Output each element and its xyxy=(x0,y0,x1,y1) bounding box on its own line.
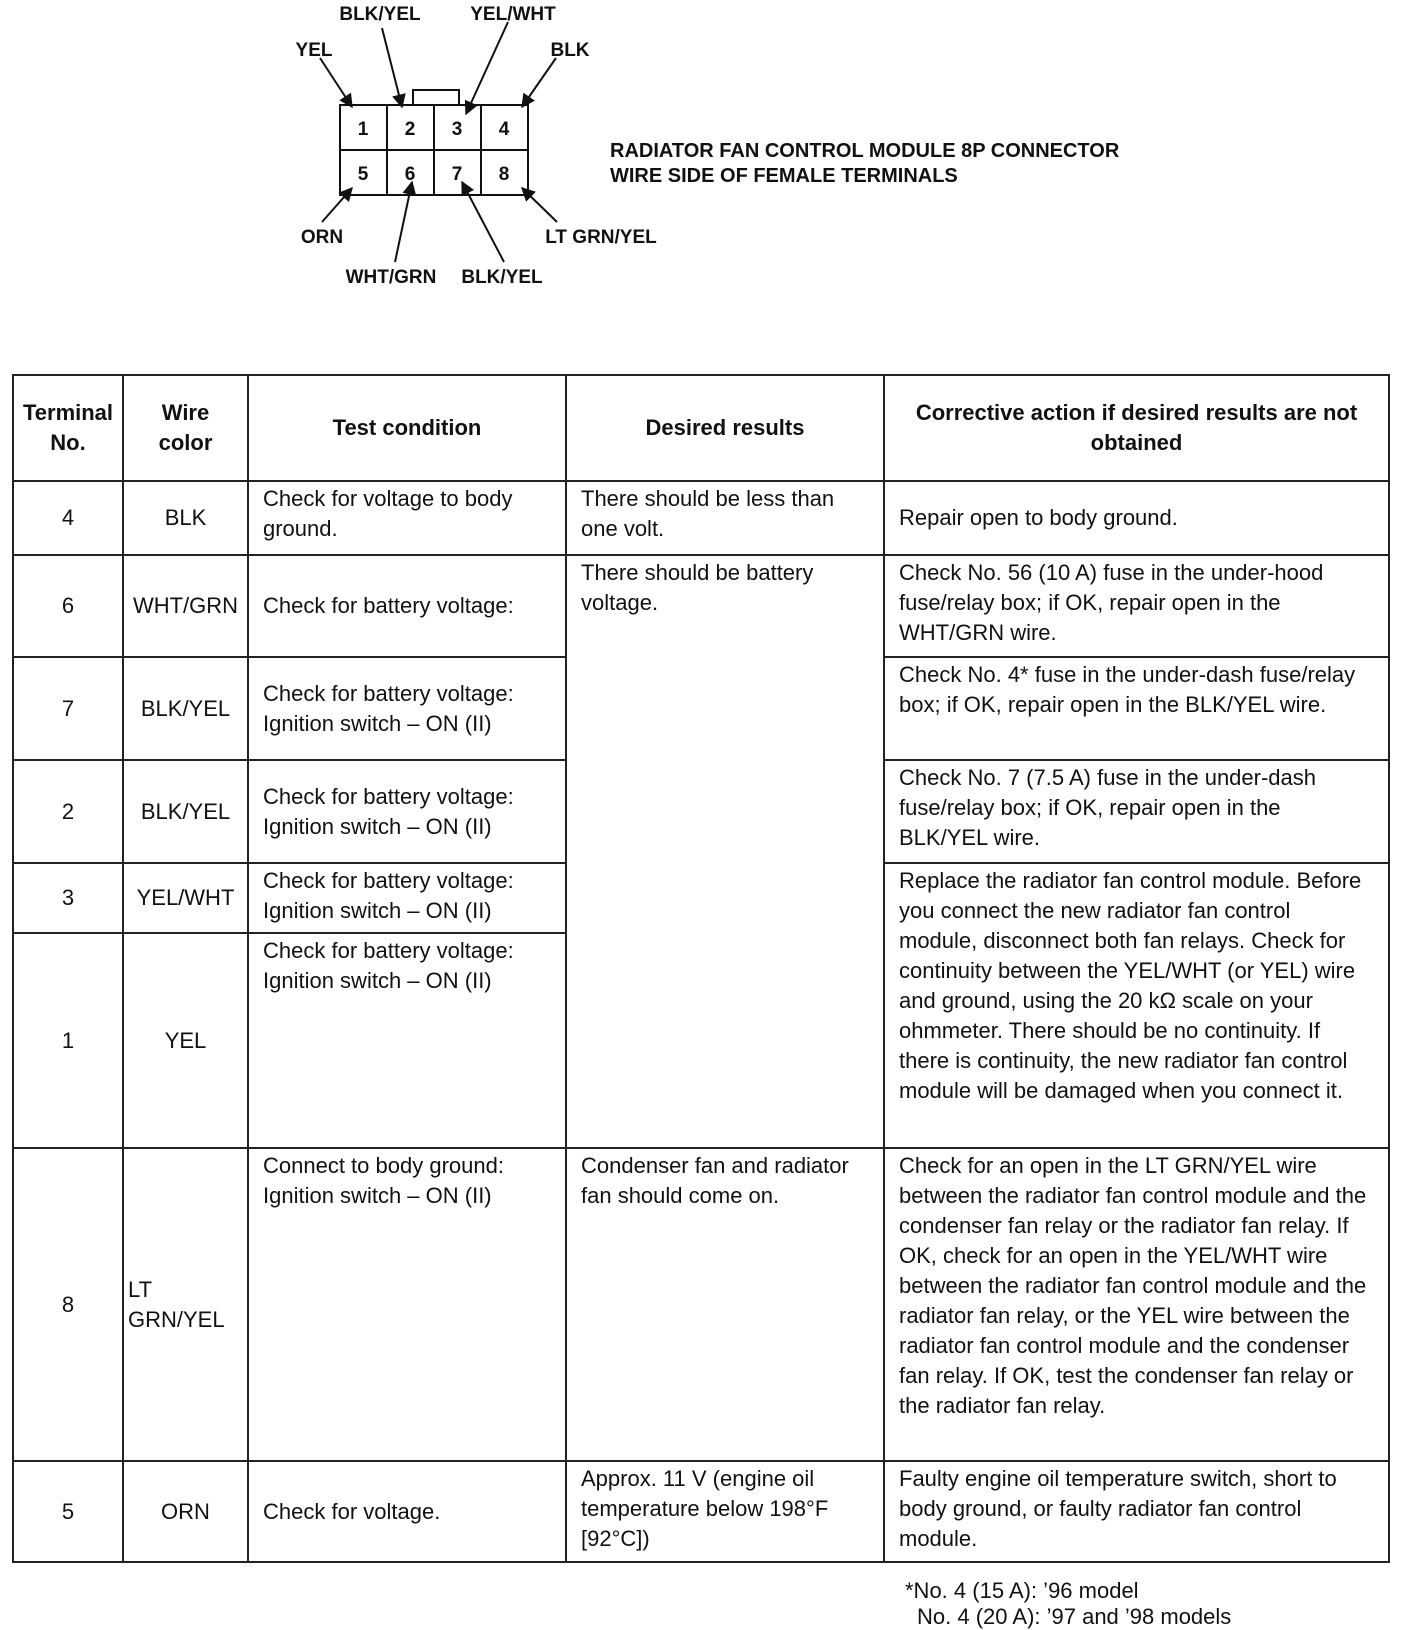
fuse-footnote xyxy=(905,1578,1231,1630)
terminal-cell: 8 xyxy=(13,1148,123,1461)
wire-label-pin-8: LT GRN/YEL xyxy=(545,227,657,248)
header-test-condition: Test condition xyxy=(248,375,566,481)
pin-5: 5 xyxy=(357,164,369,185)
wire-label-pin-1: YEL xyxy=(295,40,333,61)
wire-label-pin-5: ORN xyxy=(300,227,344,248)
connector-title xyxy=(610,139,1119,189)
terminal-cell: 3 xyxy=(13,863,123,933)
terminal-cell: 1 xyxy=(13,933,123,1148)
test-condition-cell: Check for battery voltage: xyxy=(248,555,566,657)
arrow-pin-3 xyxy=(466,22,508,114)
wire-label-pin-2: BLK/YEL xyxy=(339,4,421,25)
wire-color-cell: YEL xyxy=(123,933,248,1148)
corrective-action-cell: Check No. 56 (10 A) fuse in the under-hood fuse/relay box; if OK, repair open in the WHT/GRN wire. xyxy=(884,555,1389,657)
pin-7: 7 xyxy=(451,164,463,185)
arrow-pin-2 xyxy=(382,28,402,107)
wire-label-pin-3: YEL/WHT xyxy=(470,4,556,25)
desired-result-cell: There should be less than one volt. xyxy=(566,481,884,555)
corrective-action-cell: Check for an open in the LT GRN/YEL wire between the radiator fan control module and the condenser fan relay or the radiator fan relay. If OK, check for an open in the YEL/WHT wire between the radiator fan control module and the radiator fan relay, or the YEL wire between the radiator fan control module and the condenser fan relay. If OK, test the condenser fan relay or the radiator fan relay. xyxy=(884,1148,1389,1461)
desired-result-cell: There should be battery voltage. xyxy=(566,555,884,1148)
header-wire-color: Wire color xyxy=(123,375,248,481)
arrow-pin-5 xyxy=(322,188,352,222)
connector-title-line1: RADIATOR FAN CONTROL MODULE 8P CONNECTOR xyxy=(610,140,1120,162)
table-header-row xyxy=(13,375,1389,481)
header-desired-results: Desired results xyxy=(566,375,884,481)
terminal-cell: 5 xyxy=(13,1461,123,1562)
test-condition-cell: Check for voltage to body ground. xyxy=(248,481,566,555)
wire-color-cell: BLK/YEL xyxy=(123,760,248,863)
test-condition-cell: Check for voltage. xyxy=(248,1461,566,1562)
table-row xyxy=(13,1148,1389,1461)
wire-color-cell: YEL/WHT xyxy=(123,863,248,933)
pin-4: 4 xyxy=(498,119,510,140)
footnote-line2: No. 4 (20 A): ’97 and ’98 models xyxy=(917,1604,1232,1629)
corrective-action-cell: Repair open to body ground. xyxy=(884,481,1389,555)
terminal-cell: 2 xyxy=(13,760,123,863)
arrow-pin-4 xyxy=(522,58,556,107)
corrective-action-cell: Check No. 4* fuse in the under-dash fuse/relay box; if OK, repair open in the BLK/YEL wire. xyxy=(884,657,1389,760)
test-condition-cell: Check for battery voltage: Ignition switch – ON (II) xyxy=(248,863,566,933)
test-condition-cell: Check for battery voltage: Ignition switch – ON (II) xyxy=(248,657,566,760)
header-terminal: Terminal No. xyxy=(13,375,123,481)
wire-color-cell: ORN xyxy=(123,1461,248,1562)
wire-color-cell: BLK/YEL xyxy=(123,657,248,760)
header-corrective-action: Corrective action if desired results are not obtained xyxy=(884,375,1389,481)
wire-color-cell: LT GRN/YEL xyxy=(123,1148,248,1461)
wire-label-pin-7: BLK/YEL xyxy=(461,267,543,288)
test-condition-cell: Check for battery voltage: Ignition switch – ON (II) xyxy=(248,760,566,863)
terminal-test-table xyxy=(12,374,1390,1563)
terminal-cell: 6 xyxy=(13,555,123,657)
arrow-pin-1 xyxy=(320,58,352,107)
terminal-cell: 4 xyxy=(13,481,123,555)
pin-1: 1 xyxy=(357,119,369,140)
pin-3: 3 xyxy=(451,119,463,140)
pin-2: 2 xyxy=(404,119,416,140)
desired-result-cell: Approx. 11 V (engine oil temperature below 198°F [92°C]) xyxy=(566,1461,884,1562)
pin-8: 8 xyxy=(498,164,510,185)
connector-title-line2: WIRE SIDE OF FEMALE TERMINALS xyxy=(610,165,958,187)
terminal-cell: 7 xyxy=(13,657,123,760)
wire-label-pin-4: BLK xyxy=(550,40,590,61)
corrective-action-cell: Replace the radiator fan control module. Before you connect the new radiator fan control module, disconnect both fan relays. Check for continuity between the YEL/WHT (or YEL) wire and ground, using the 20 kΩ scale on your ohmmeter. There should be no continuity. If there is continuity, the new radiator fan control module will be damaged when you connect it. xyxy=(884,863,1389,1148)
arrow-pin-8 xyxy=(522,188,557,222)
table-row xyxy=(13,555,1389,657)
footnote-line1: *No. 4 (15 A): ’96 model xyxy=(905,1578,1139,1603)
wire-color-cell: BLK xyxy=(123,481,248,555)
pin-6: 6 xyxy=(404,164,416,185)
table-row xyxy=(13,1461,1389,1562)
desired-result-cell: Condenser fan and radiator fan should come on. xyxy=(566,1148,884,1461)
test-condition-cell: Check for battery voltage: Ignition switch – ON (II) xyxy=(248,933,566,1148)
test-condition-cell: Connect to body ground: Ignition switch – ON (II) xyxy=(248,1148,566,1461)
corrective-action-cell: Faulty engine oil temperature switch, short to body ground, or faulty radiator fan control module. xyxy=(884,1461,1389,1562)
table-row xyxy=(13,481,1389,555)
wire-color-cell: WHT/GRN xyxy=(123,555,248,657)
corrective-action-cell: Check No. 7 (7.5 A) fuse in the under-dash fuse/relay box; if OK, repair open in the BLK/YEL wire. xyxy=(884,760,1389,863)
wire-label-pin-6: WHT/GRN xyxy=(345,267,437,288)
